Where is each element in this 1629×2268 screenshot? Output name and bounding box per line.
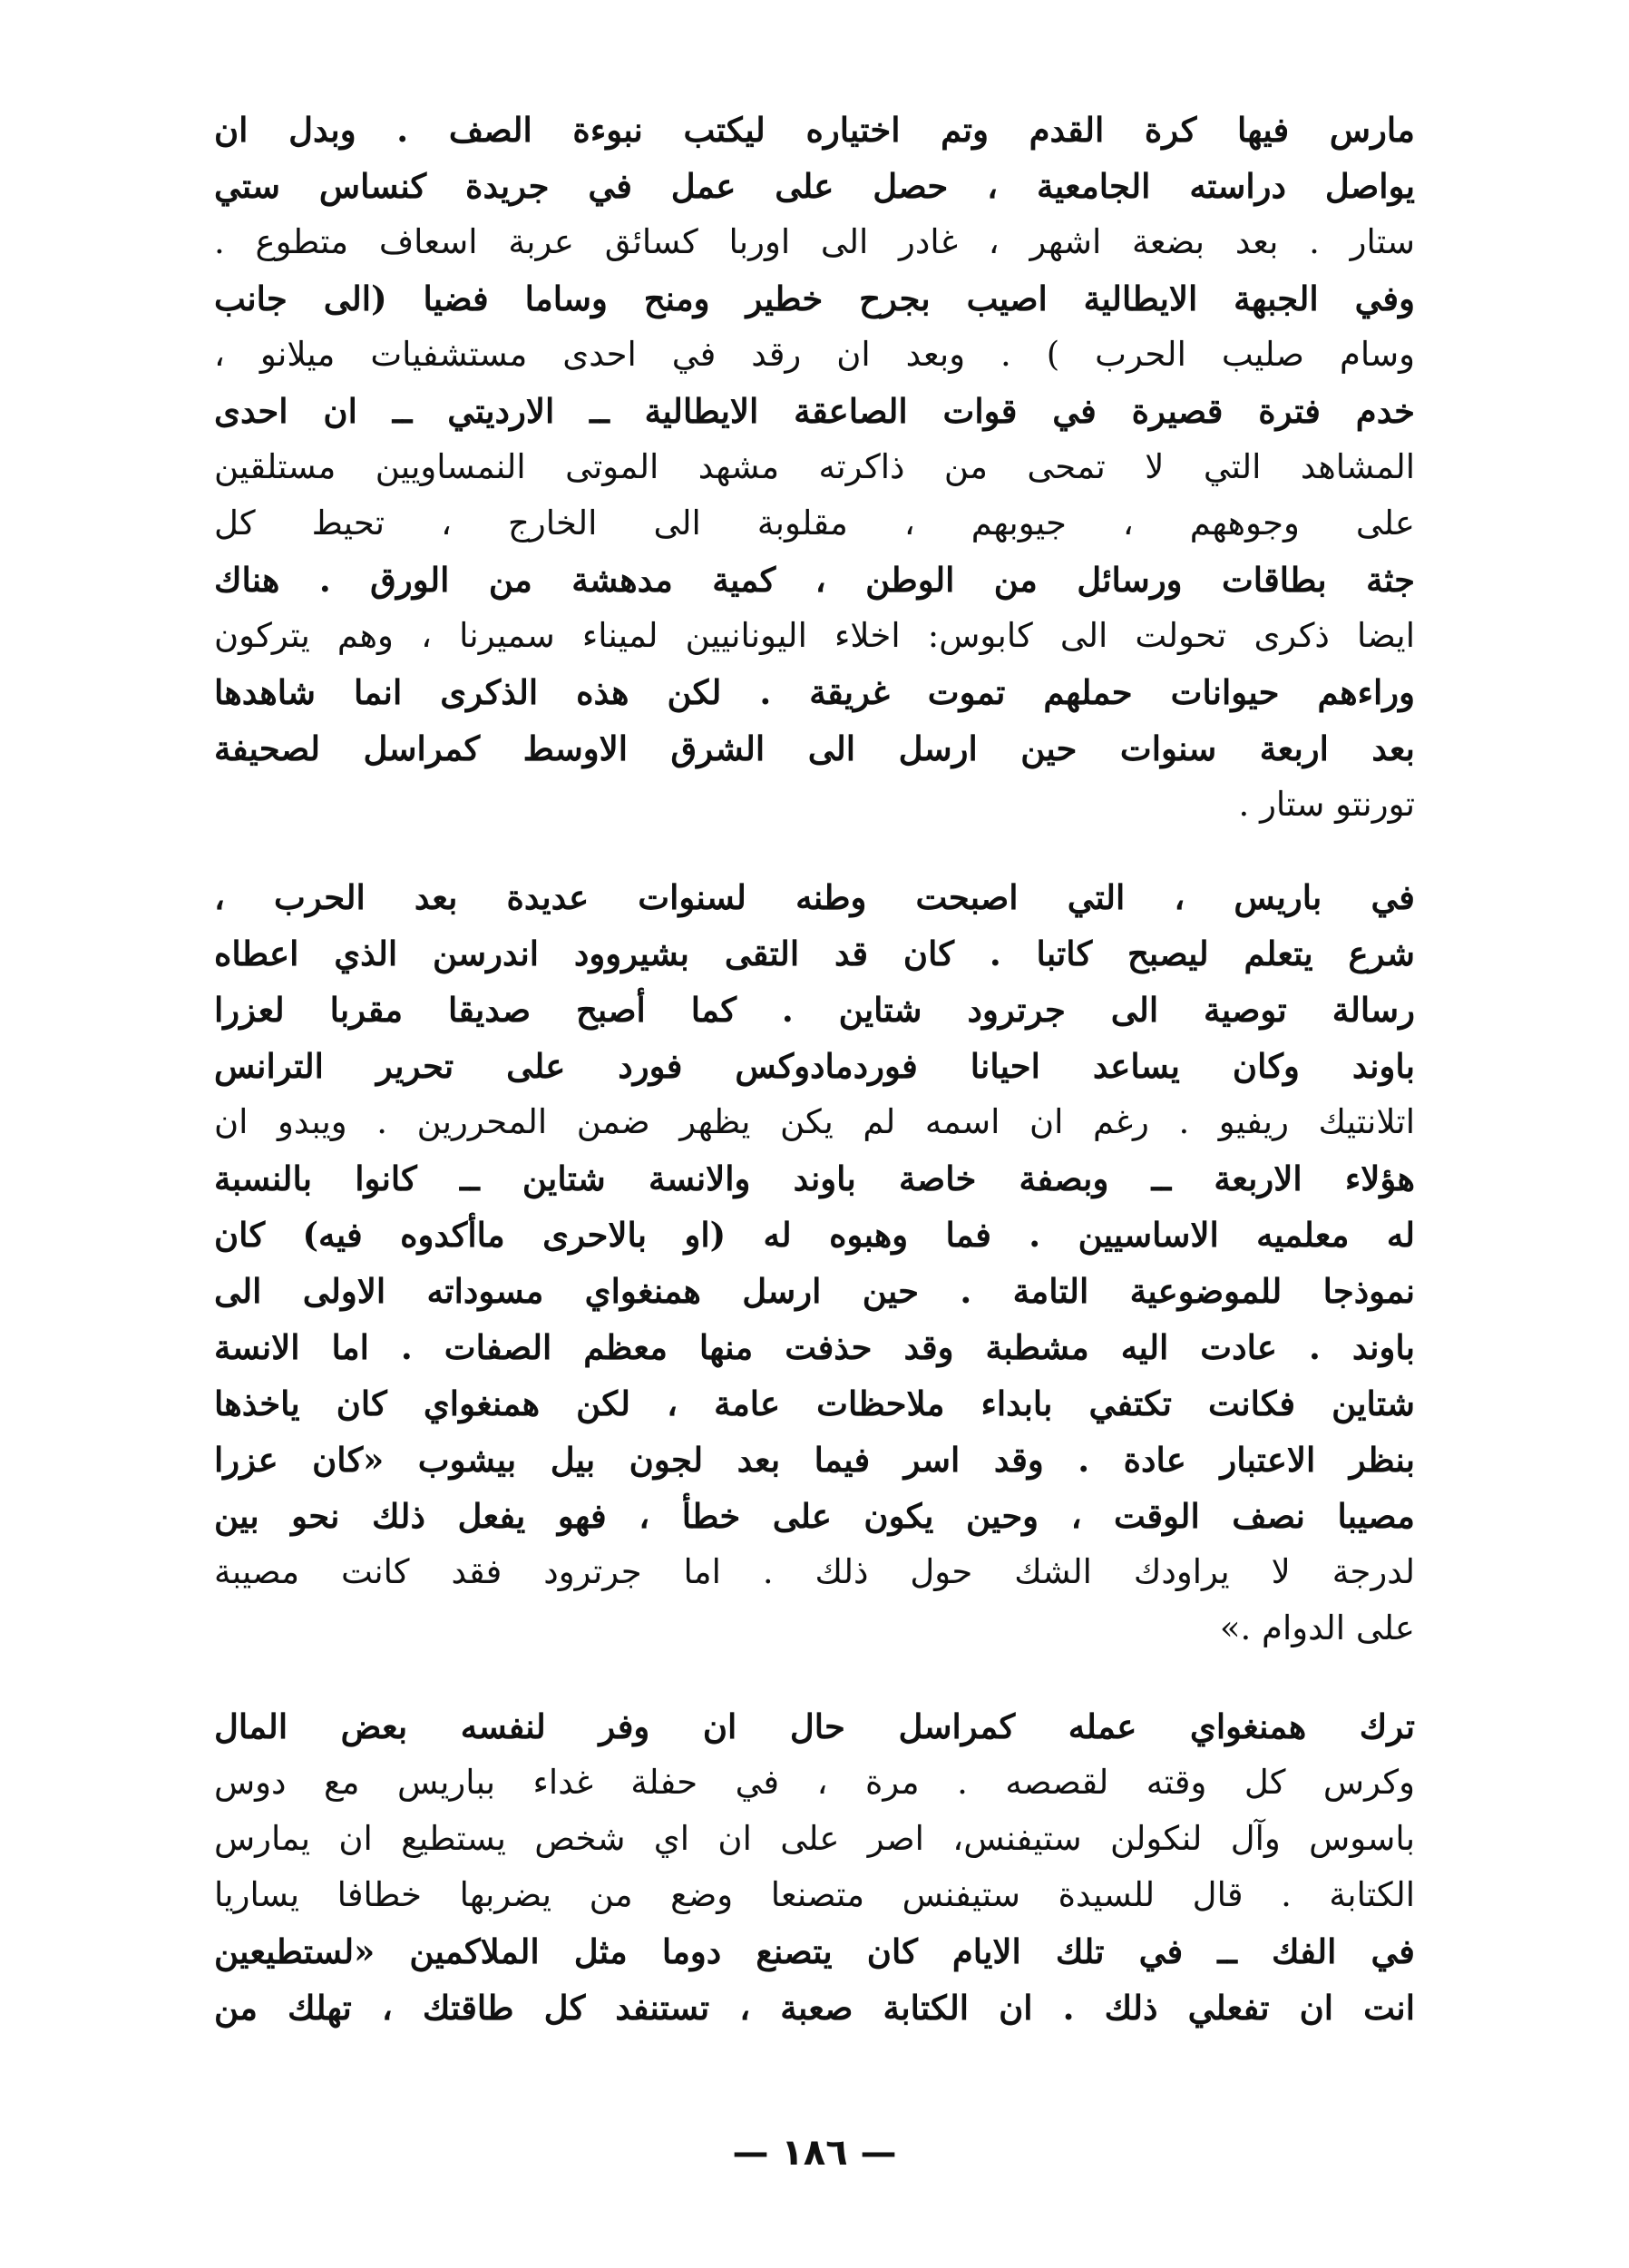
text-line: اتلانتيك ريفيو . رغم ان اسمه لم يكن يظهر ضمن المحررين . ويبدو ان xyxy=(214,1102,1415,1141)
text-line: ترك همنغواي عمله كمراسل حال ان وفر لنفسه بعض المال xyxy=(214,1706,1415,1746)
text-line: المشاهد التي لا تمحى من ذاكرته مشهد الموتى النمساويين مستلقين xyxy=(214,447,1415,486)
text-line: باوند . عادت اليه مشطبة وقد حذفت منها معظم الصفات . اما الانسة xyxy=(214,1327,1415,1367)
text-line: الكتابة . قال للسيدة ستيفنس متصنعا وضع من يضربها خطافا يساريا xyxy=(214,1875,1415,1914)
text-line: في الفك ــ في تلك الايام كان يتصنع دوما مثل الملاكمين «لستطيعين xyxy=(214,1931,1415,1971)
text-line: شرع يتعلم ليصبح كاتبا . كان قد التقى بشيروود اندرسن الذي اعطاه xyxy=(214,934,1415,973)
text-line: شتاين فكانت تكتفي بابداء ملاحظات عامة ، لكن همنغواي كان ياخذها xyxy=(214,1383,1415,1423)
text-line: رسالة توصية الى جرترود شتاين . كما أصبح صديقا مقربا لعزرا xyxy=(214,990,1415,1030)
text-line: وسام صليب الحرب ) . وبعد ان رقد في احدى مستشفيات ميلانو ، xyxy=(214,335,1415,374)
text-line: بنظر الاعتبار عادة . وقد اسر فيما بعد لجون بيل بيشوب «كان عزرا xyxy=(214,1440,1415,1480)
text-line: جثة بطاقات ورسائل من الوطن ، كمية مدهشة من الورق . هناك xyxy=(214,560,1415,600)
text-line: له معلميه الاساسيين . فما وهبوه له (او بالاحرى ماأكدوه فيه) كان xyxy=(214,1215,1415,1255)
page-number: — ١٨٦ — xyxy=(732,2132,897,2174)
text-line: تورنتو ستار . xyxy=(1238,785,1415,824)
text-line: باسوس وآل لنكولن ستيفنس، اصر على ان اي شخص يستطيع ان يمارس xyxy=(214,1819,1415,1858)
text-line: هؤلاء الاربعة ــ وبصفة خاصة باوند والانسة شتاين ــ كانوا بالنسبة xyxy=(214,1158,1415,1198)
text-line: لدرجة لا يراودك الشك حول ذلك . اما جرترود فقد كانت مصيبة xyxy=(214,1552,1415,1591)
text-line: وكرس كل وقته لقصصه . مرة ، في حفلة غداء بباريس مع دوس xyxy=(214,1763,1415,1802)
text-line: على الدوام .» xyxy=(1219,1608,1415,1647)
text-line: مارس فيها كرة القدم وتم اختياره ليكتب نبوءة الصف . وبدل ان xyxy=(214,110,1415,150)
text-line: ستار . بعد بضعة اشهر ، غادر الى اوربا كسائق عربة اسعاف متطوع . xyxy=(214,222,1415,261)
text-line: بعد اربعة سنوات حين ارسل الى الشرق الاوسط كمراسل لصحيفة xyxy=(214,728,1415,768)
text-line: وفي الجبهة الايطالية اصيب بجرح خطير ومنح وساما فضيا (الى جانب xyxy=(214,279,1415,318)
text-line: في باريس ، التي اصبحت وطنه لسنوات عديدة بعد الحرب ، xyxy=(214,877,1415,917)
text-line: نموذجا للموضوعية التامة . حين ارسل همنغواي مسوداته الاولى الى xyxy=(214,1271,1415,1311)
paragraph-1 xyxy=(214,102,1415,833)
paragraph-3 xyxy=(214,1698,1415,2036)
text-line: ايضا ذكرى تحولت الى كابوس: اخلاء اليونانيين لميناء سميرنا ، وهم يتركون xyxy=(214,616,1415,655)
text-line: مصيبا نصف الوقت ، وحين يكون على خطأ ، فهو يفعل ذلك نحو بين xyxy=(214,1496,1415,1536)
text-line: باوند وكان يساعد احيانا فوردمادوكس فورد على تحرير الترانس xyxy=(214,1046,1415,1086)
paragraph-2 xyxy=(214,869,1415,1657)
text-line: يواصل دراسته الجامعية ، حصل على عمل في جريدة كنساس ستي xyxy=(214,166,1415,206)
text-line: خدم فترة قصيرة في قوات الصاعقة الايطالية ــ الارديتي ــ ان احدى xyxy=(214,391,1415,431)
text-line: وراءهم حيوانات حملهم تموت غريقة . لكن هذه الذكرى انما شاهدها xyxy=(214,672,1415,712)
text-line: انت ان تفعلي ذلك . ان الكتابة صعبة ، تستنفد كل طاقتك ، تهلك من xyxy=(214,1988,1415,2028)
text-line: على وجوههم ، جيوبهم ، مقلوبة الى الخارج ، تحيط كل xyxy=(214,503,1415,543)
